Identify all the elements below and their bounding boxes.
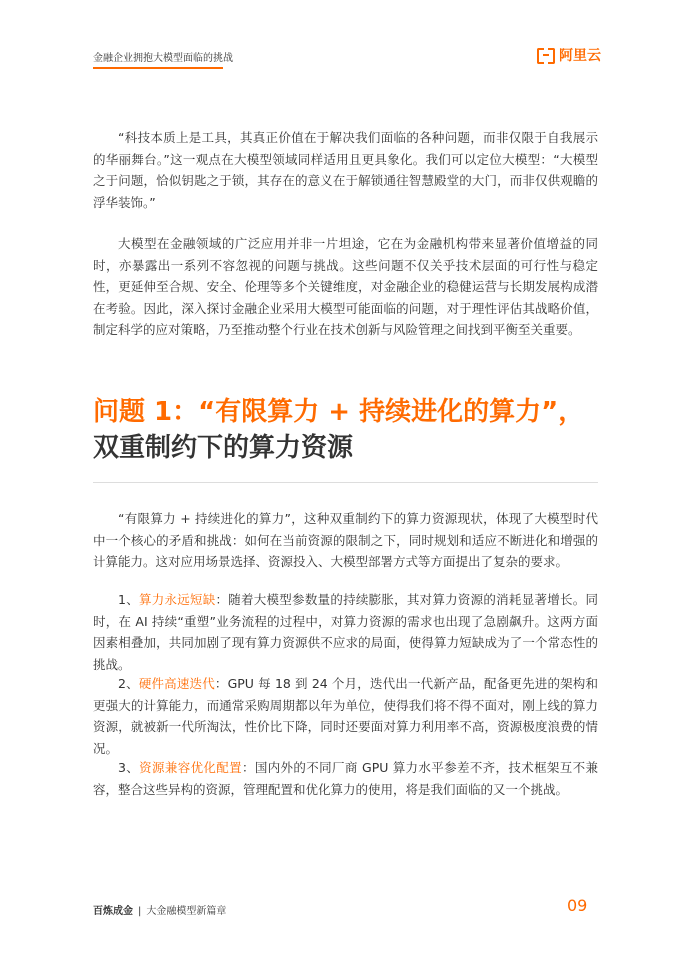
list-item-text: ：GPU 每 18 到 24 个月，迭代出一代新产品，配备更先进的架构和更强大的计算能力，而通常采购周期都以年为单位，使得我们将不得不面对，刚上线的算力资源，就被新一代所淘汰，性价比下降，同时还要面对算力利用率不高，资源极度浪费的情况。 <box>93 676 598 756</box>
logo <box>537 45 601 65</box>
section-heading <box>93 394 613 466</box>
intro-paragraph-2: 大模型在金融领域的广泛应用并非一片坦途，它在为金融机构带来显著价值增益的同时，亦暴露出一系列不容忽视的问题与挑战。这些问题不仅关乎技术层面的可行性与稳定性，更延伸至合规、安全、伦理等多个关键维度，对金融企业的稳健运营与长期发展构成潜在考验。因此，深入探讨金融企业采用大模型可能面临的问题，对于理性评估其战略价值，制定科学的应对策略，乃至推动整个行业在技术创新与风险管理之间找到平衡至关重要。 <box>93 236 598 337</box>
footer-separator: | <box>138 906 142 917</box>
section-heading-line-2: 双重制约下的算力资源 <box>93 433 354 463</box>
list-item-text: ：国内外的不同厂商 GPU 算力水平参差不齐，技术框架互不兼容，整合这些异构的资源，管理配置和优化算力的使用，将是我们面临的又一个挑战。 <box>93 760 598 797</box>
list-item-prefix: 2、 <box>118 676 139 691</box>
section-paragraph: “有限算力 + 持续进化的算力”，这种双重制约下的算力资源现状，体现了大模型时代中一个核心的矛盾和挑战：如何在当前资源的限制之下，同时规划和适应不断进化和增强的计算能力。这对应用场景选择、资源投入、大模型部署方式等方面提出了复杂的要求。 <box>93 511 598 569</box>
footer-brand: 百炼成金 <box>93 906 133 917</box>
footer-left <box>93 902 226 917</box>
footer-subtitle: 大金融模型新篇章 <box>146 906 227 917</box>
header-title: 金融企业拥抱大模型面临的挑战 <box>93 53 233 64</box>
list-item-prefix: 3、 <box>118 760 140 775</box>
list-item-term: 资源兼容优化配置 <box>139 760 242 775</box>
header-underline <box>93 67 223 69</box>
list-item-term: 硬件高速迭代 <box>138 676 215 691</box>
list-item <box>93 757 598 800</box>
intro-paragraph-1: “科技本质上是工具，其真正价值在于解决我们面临的各种问题，而非仅限于自我展示的华丽舞台。”这一观点在大模型领域同样适用且更具象化。我们可以定位大模型：“大模型之于问题，恰似钥匙之于锁，其存在的意义在于解锁通往智慧殿堂的大门，而非仅供观瞻的浮华装饰。” <box>93 130 598 210</box>
page-number: 09 <box>567 896 588 915</box>
list-item-term: 算力永远短缺 <box>138 592 216 607</box>
list-item <box>93 673 598 759</box>
section-divider <box>93 482 598 483</box>
list-item-prefix: 1、 <box>118 592 139 607</box>
section-heading-line-1: 问题 1：“有限算力 + 持续进化的算力”， <box>93 397 585 427</box>
logo-text: 阿里云 <box>559 48 601 64</box>
list-item-text: ：随着大模型参数量的持续膨胀，其对算力资源的消耗显著增长。同时，在 AI 持续“重塑”业务流程的过程中，对算力资源的需求也出现了急剧飙升。这两方面因素相叠加，共同加剧了现有算力资源供不应求的局面，使得算力短缺成为了一个常态性的挑战。 <box>93 592 598 672</box>
list-item <box>93 589 598 675</box>
aliyun-logo-icon <box>537 48 555 62</box>
